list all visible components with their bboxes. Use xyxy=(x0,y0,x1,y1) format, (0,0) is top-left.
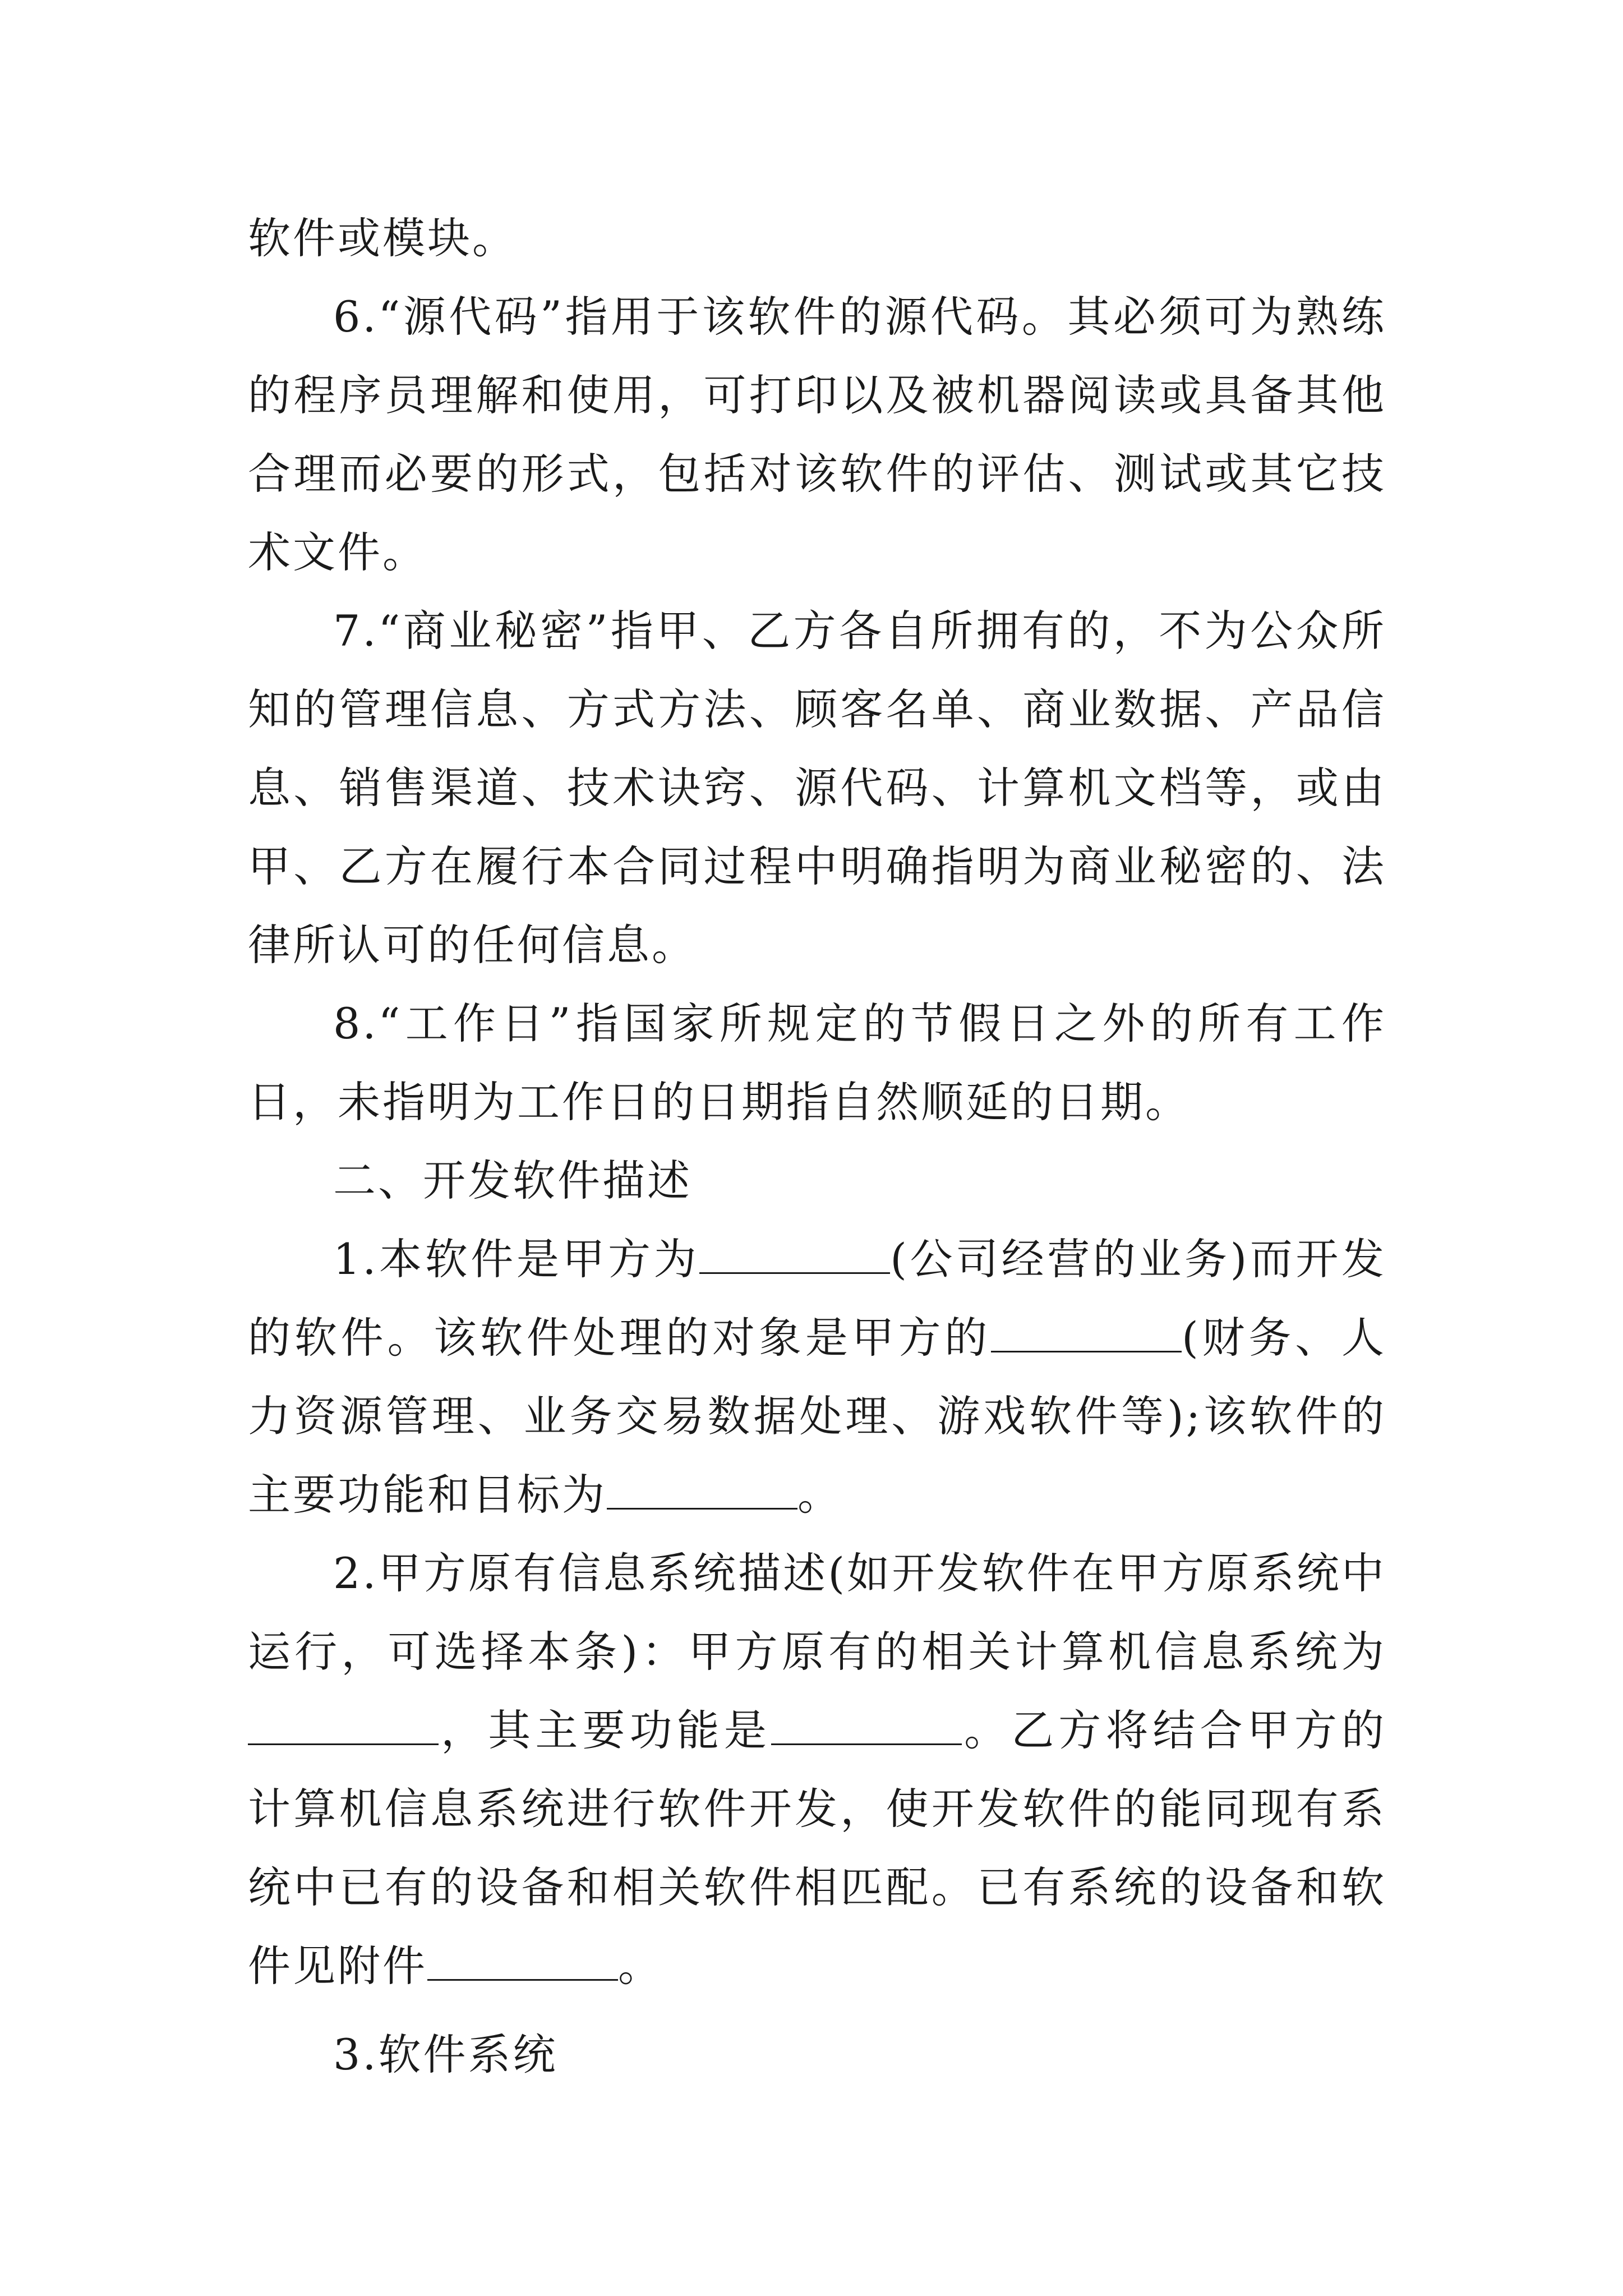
document-body xyxy=(248,199,1386,2094)
paragraph-source-code: 6.“源代码”指用于该软件的源代码。其必须可为熟练的程序员理解和使用，可打印以及被机器阅读或具备其他合理而必要的形式，包括对该软件的评估、测试或其它技术文件。 xyxy=(248,292,1386,577)
paragraph-software-system: 3.软件系统 xyxy=(333,2030,558,2079)
fill-in-blank xyxy=(771,1704,962,1745)
paragraph-software-purpose xyxy=(248,1220,1386,1534)
text-segment: 1.本软件是甲方为 xyxy=(333,1234,700,1284)
section-heading-software-description: 二、开发软件描述 xyxy=(333,1156,692,1205)
fill-in-blank xyxy=(248,1704,439,1745)
text-segment: (公司经营的业务)而开发的软件。该软件处理的对象是甲方的 xyxy=(248,1234,1386,1363)
text-segment: 2.甲方原有信息系统描述(如开发软件在甲方原系统中运行，可选择本条)：甲方原有的相关计算机信息系统为 xyxy=(248,1548,1386,1677)
paragraph-workday: 8.“工作日”指国家所规定的节假日之外的所有工作日，未指明为工作日的日期指自然顺延的日期。 xyxy=(248,999,1386,1127)
paragraph-existing-system xyxy=(248,1534,1386,2005)
text-segment: (财务、人力资源管理、业务交易数据处理、游戏软件等);该软件的主要功能和目标为 xyxy=(248,1313,1386,1520)
paragraph-module-end: 软件或模块。 xyxy=(248,213,517,263)
fill-in-blank xyxy=(991,1312,1182,1352)
text-segment: 。乙方将结合甲方的计算机信息系统进行软件开发，使开发软件的能同现有系统中已有的设备和相关软件相匹配。已有系统的设备和软件见附件 xyxy=(248,1705,1387,1991)
text-segment: 。 xyxy=(618,1941,663,1991)
paragraph-trade-secret: 7.“商业秘密”指甲、乙方各自所拥有的，不为公众所知的管理信息、方式方法、顾客名单、商业数据、产品信息、销售渠道、技术诀窍、源代码、计算机文档等，或由甲、乙方在履行本合同过程中明确指明为商业秘密的、法律所认可的任何信息。 xyxy=(248,606,1386,970)
fill-in-blank xyxy=(427,1940,618,1981)
text-segment: 。 xyxy=(797,1470,842,1520)
text-segment: ，其主要功能是 xyxy=(439,1705,771,1755)
fill-in-blank xyxy=(699,1233,890,1274)
fill-in-blank xyxy=(607,1469,797,1510)
